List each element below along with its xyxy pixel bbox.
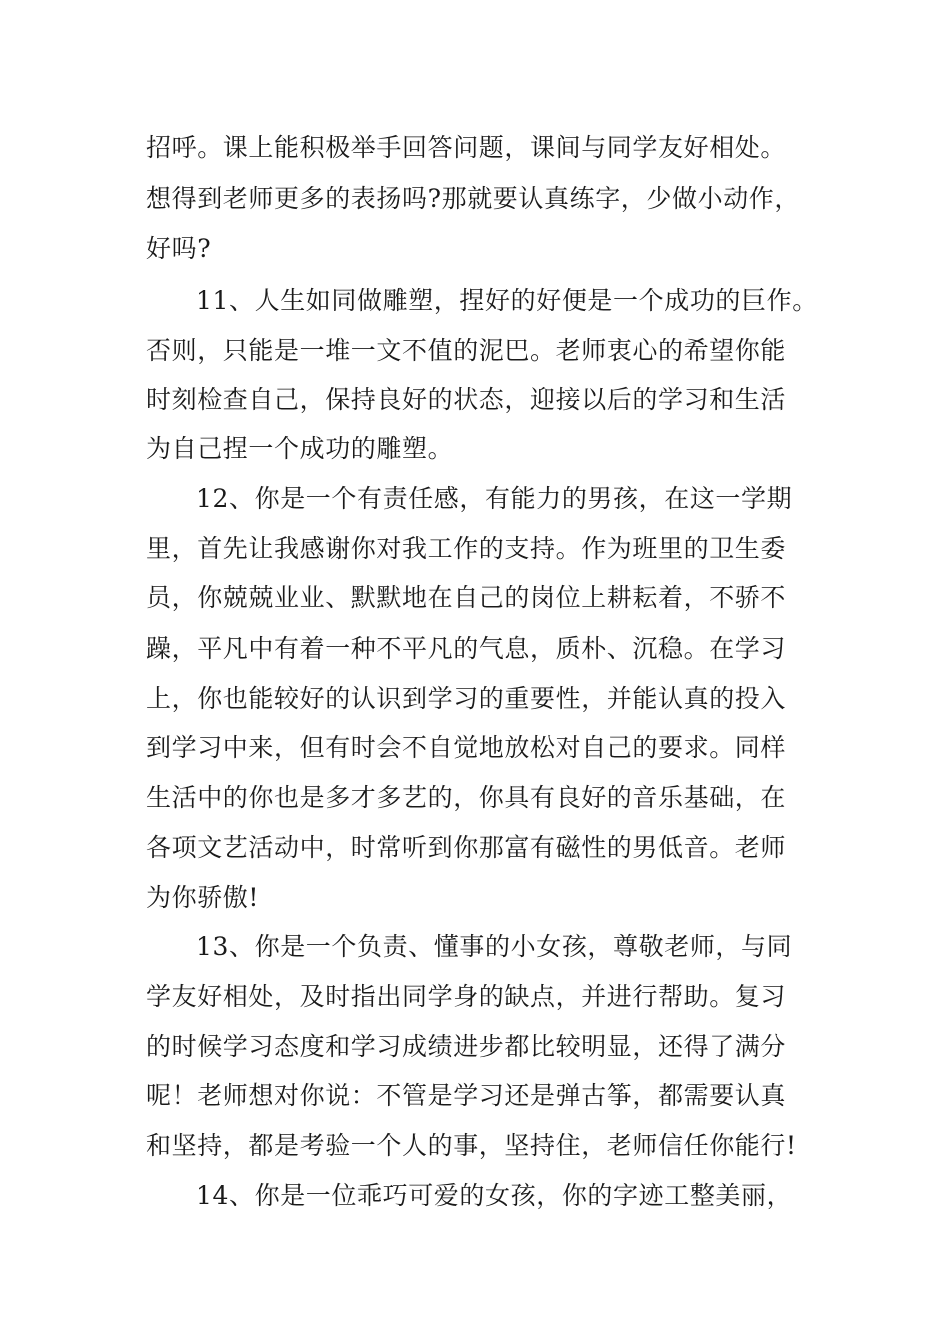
text-line: 里，首先让我感谢你对我工作的支持。作为班里的卫生委 [146,534,787,563]
text-line: 否则，只能是一堆一文不值的泥巴。老师衷心的希望你能 [146,336,787,365]
text-line: 各项文艺活动中，时常听到你那富有磁性的男低音。老师 [146,833,787,862]
text-line: 和坚持，都是考验一个人的事，坚持住，老师信任你能行! [146,1131,797,1160]
text-line: 招呼。课上能积极举手回答问题，课间与同学友好相处。 [146,133,787,162]
text-line: 的时候学习态度和学习成绩进步都比较明显，还得了满分 [146,1032,787,1061]
paragraph-12-first-line: 12、你是一个有责任感，有能力的男孩，在这一学期 [196,484,793,513]
text-line: 躁，平凡中有着一种不平凡的气息，质朴、沉稳。在学习 [146,634,787,663]
text-line: 员，你兢兢业业、默默地在自己的岗位上耕耘着，不骄不 [146,583,787,612]
paragraph-13-first-line: 13、你是一个负责、懂事的小女孩，尊敬老师，与同 [196,932,793,961]
text-line: 生活中的你也是多才多艺的，你具有良好的音乐基础，在 [146,783,787,812]
text-line: 好吗? [146,234,212,263]
text-line: 为你骄傲! [146,883,260,912]
text-line: 到学习中来，但有时会不自觉地放松对自己的要求。同样 [146,733,787,762]
paragraph-14-first-line: 14、你是一位乖巧可爱的女孩，你的字迹工整美丽， [196,1181,793,1210]
text-line: 上，你也能较好的认识到学习的重要性，并能认真的投入 [146,684,787,713]
text-line: 为自己捏一个成功的雕塑。 [146,434,454,463]
text-line: 呢！老师想对你说：不管是学习还是弹古筝，都需要认真 [146,1081,787,1110]
text-line: 时刻检查自己，保持良好的状态，迎接以后的学习和生活 [146,385,787,414]
text-line: 想得到老师更多的表扬吗?那就要认真练字，少做小动作， [146,184,801,213]
paragraph-11-first-line: 11、人生如同做雕塑，捏好的好便是一个成功的巨作。 [196,286,818,315]
text-line: 学友好相处，及时指出同学身的缺点，并进行帮助。复习 [146,982,787,1011]
